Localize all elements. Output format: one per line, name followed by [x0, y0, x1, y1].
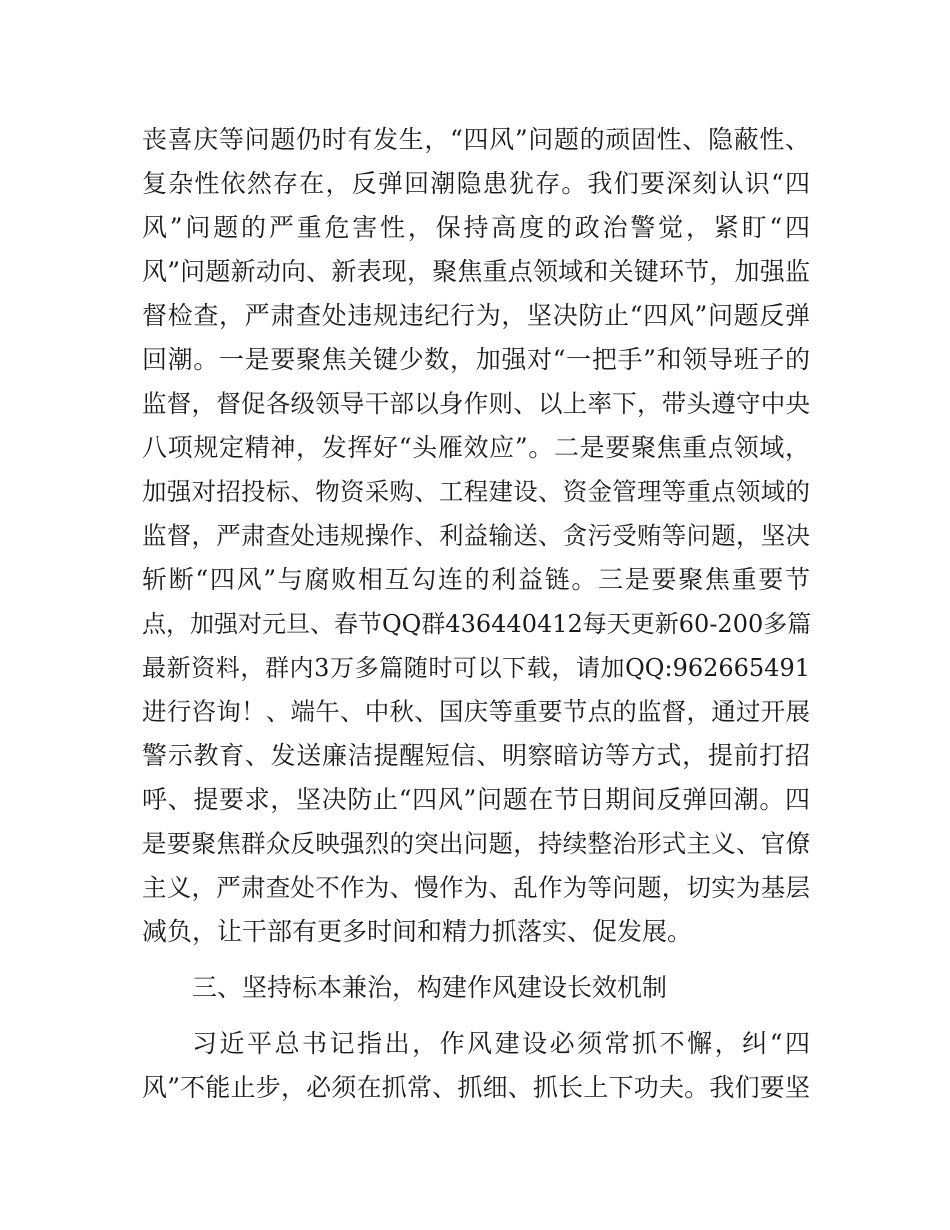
paragraph-line: 风”不能止步，必须在抓常、抓细、抓长上下功夫。我们要坚 — [142, 1073, 810, 1102]
paragraph-line: 风”问题的严重危害性，保持高度的政治警觉，紧盯“四 — [142, 213, 810, 242]
paragraph-line: 主义，严肃查处不作为、慢作为、乱作为等问题，切实为基层 — [142, 873, 810, 902]
paragraph-line: 丧喜庆等问题仍时有发生，“四风”问题的顽固性、隐蔽性、 — [142, 125, 810, 154]
paragraph-line: 是要聚焦群众反映强烈的突出问题，持续整治形式主义、官僚 — [142, 829, 810, 858]
paragraph-line: 回潮。一是要聚焦关键少数，加强对“一把手”和领导班子的 — [142, 345, 810, 374]
paragraph-line: 警示教育、发送廉洁提醒短信、明察暗访等方式，提前打招 — [142, 741, 810, 770]
paragraph-line: 加强对招投标、物资采购、工程建设、资金管理等重点领域的 — [142, 477, 810, 506]
paragraph-line: 督检查，严肃查处违规违纪行为，坚决防止“四风”问题反弹 — [142, 301, 810, 330]
section-heading: 三、坚持标本兼治，构建作风建设长效机制 — [192, 973, 668, 1002]
paragraph-line: 减负，让干部有更多时间和精力抓落实、促发展。 — [142, 917, 693, 946]
paragraph-line: 监督，严肃查处违规操作、利益输送、贪污受贿等问题，坚决 — [142, 521, 810, 550]
paragraph-line: 习近平总书记指出，作风建设必须常抓不懈，纠“四 — [192, 1029, 810, 1058]
paragraph-line: 八项规定精神，发挥好“头雁效应”。二是要聚焦重点领域， — [142, 433, 810, 462]
paragraph-line: 进行咨询！、端午、中秋、国庆等重要节点的监督，通过开展 — [142, 697, 810, 726]
paragraph-line: 点，加强对元旦、春节QQ群436440412每天更新60-200多篇 — [142, 610, 812, 638]
paragraph-line: 风”问题新动向、新表现，聚焦重点领域和关键环节，加强监 — [142, 257, 810, 286]
paragraph-line: 复杂性依然存在，反弹回潮隐患犹存。我们要深刻认识“四 — [142, 169, 810, 198]
paragraph-line: 呼、提要求，坚决防止“四风”问题在节日期间反弹回潮。四 — [142, 785, 810, 814]
paragraph-line: 斩断“四风”与腐败相互勾连的利益链。三是要聚焦重要节 — [142, 565, 810, 594]
paragraph-line: 最新资料，群内3万多篇随时可以下载，请加QQ:962665491 — [142, 654, 810, 682]
paragraph-line: 监督，督促各级领导干部以身作则、以上率下，带头遵守中央 — [142, 389, 810, 418]
